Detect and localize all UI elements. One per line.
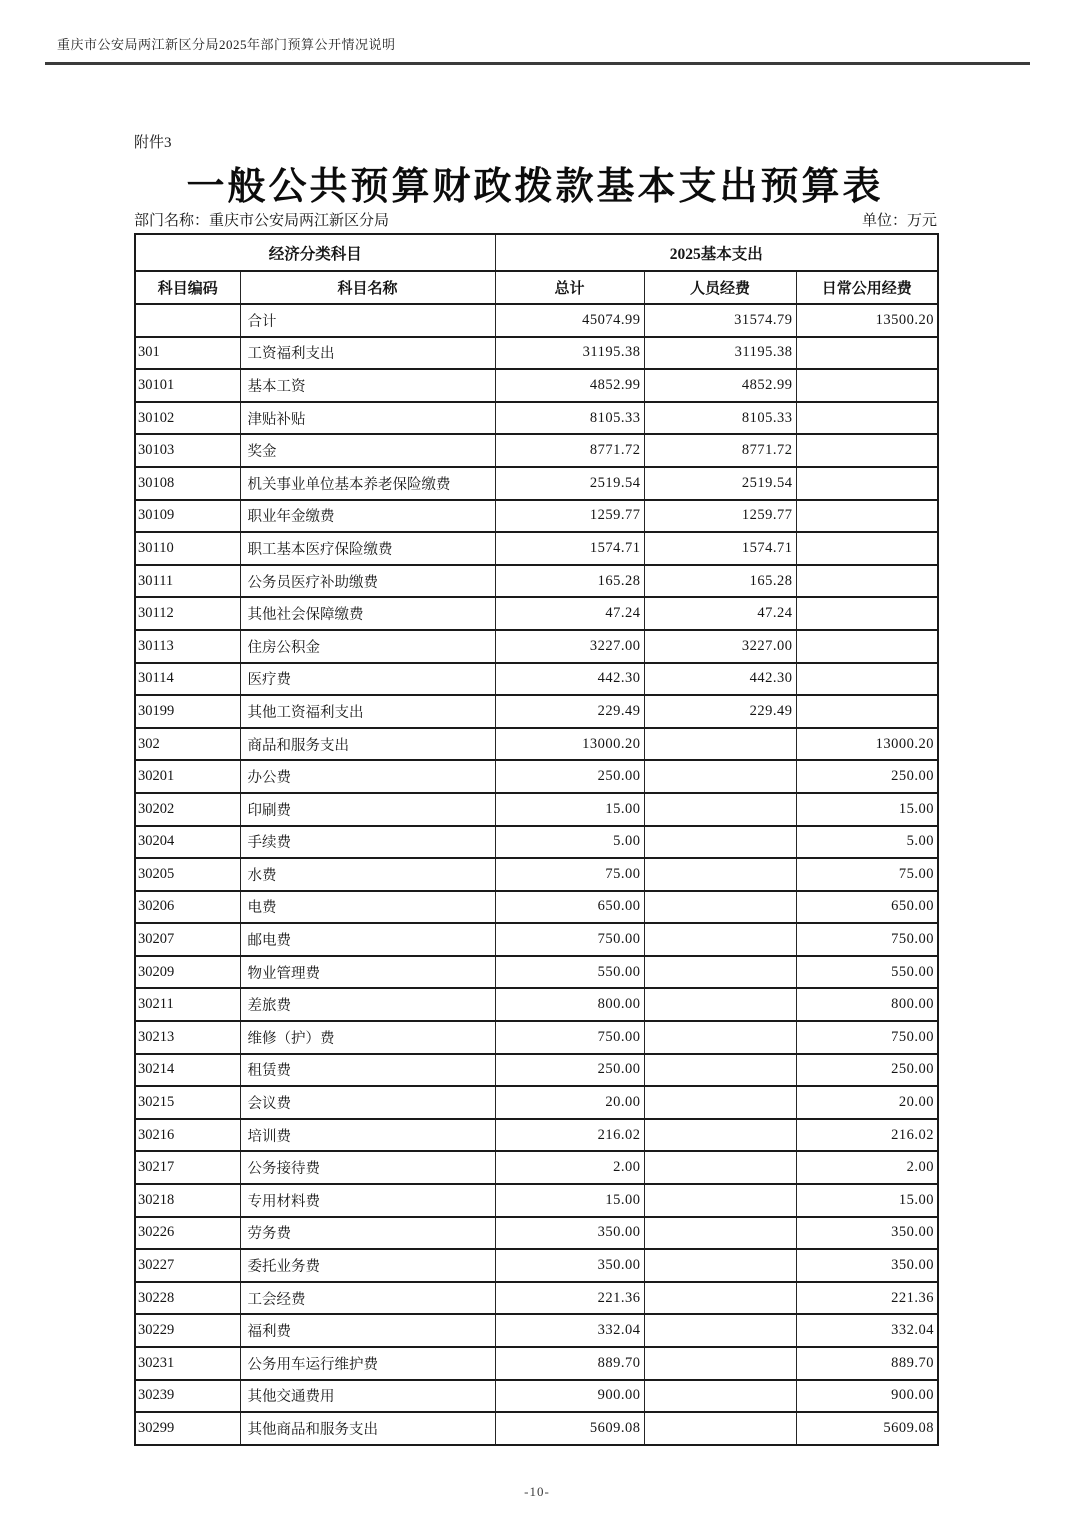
cell-subject-name: 维修（护）费 [240, 1021, 495, 1054]
cell-personnel [644, 1380, 796, 1413]
table-row [135, 434, 938, 467]
table-row [135, 1021, 938, 1054]
cell-personnel: 1574.71 [644, 532, 796, 565]
cell-personnel [644, 1347, 796, 1380]
cell-subject-name: 劳务费 [240, 1217, 495, 1250]
cell-subject-code: 30202 [135, 793, 240, 826]
cell-subject-code: 30108 [135, 467, 240, 500]
department-name-label: 部门名称：重庆市公安局两江新区分局 [134, 213, 390, 229]
column-header-personnel: 人员经费 [644, 271, 796, 304]
running-header-title: 重庆市公安局两江新区分局2025年部门预算公开情况说明 [57, 37, 396, 52]
cell-subject-name: 其他工资福利支出 [240, 695, 495, 728]
cell-daily-public: 350.00 [796, 1217, 938, 1250]
table-row [135, 369, 938, 402]
cell-subject-name: 其他社会保障缴费 [240, 597, 495, 630]
cell-daily-public [796, 467, 938, 500]
cell-daily-public: 889.70 [796, 1347, 938, 1380]
column-header-subject-name: 科目名称 [240, 271, 495, 304]
cell-daily-public: 2.00 [796, 1151, 938, 1184]
cell-total: 229.49 [495, 695, 644, 728]
cell-subject-name: 差旅费 [240, 988, 495, 1021]
cell-subject-name: 办公费 [240, 760, 495, 793]
cell-total: 1259.77 [495, 500, 644, 533]
cell-daily-public: 5.00 [796, 826, 938, 859]
cell-daily-public: 332.04 [796, 1314, 938, 1347]
cell-daily-public: 750.00 [796, 923, 938, 956]
cell-personnel [644, 1412, 796, 1445]
cell-personnel: 4852.99 [644, 369, 796, 402]
table-row [135, 826, 938, 859]
cell-subject-code: 30112 [135, 597, 240, 630]
table-row [135, 337, 938, 370]
table-row [135, 695, 938, 728]
cell-subject-code: 30111 [135, 565, 240, 598]
cell-personnel: 31574.79 [644, 304, 796, 337]
cell-total: 550.00 [495, 956, 644, 989]
cell-daily-public [796, 402, 938, 435]
cell-daily-public: 216.02 [796, 1119, 938, 1152]
cell-subject-code: 30214 [135, 1054, 240, 1087]
cell-personnel [644, 1184, 796, 1217]
cell-subject-code: 302 [135, 728, 240, 761]
cell-subject-name: 物业管理费 [240, 956, 495, 989]
table-row [135, 1412, 938, 1445]
cell-daily-public: 75.00 [796, 858, 938, 891]
cell-subject-code: 30299 [135, 1412, 240, 1445]
cell-daily-public: 900.00 [796, 1380, 938, 1413]
cell-total: 350.00 [495, 1217, 644, 1250]
cell-personnel: 3227.00 [644, 630, 796, 663]
cell-total: 800.00 [495, 988, 644, 1021]
cell-subject-name: 培训费 [240, 1119, 495, 1152]
cell-subject-code: 30209 [135, 956, 240, 989]
cell-daily-public [796, 695, 938, 728]
cell-personnel [644, 988, 796, 1021]
cell-subject-code: 30231 [135, 1347, 240, 1380]
cell-daily-public: 20.00 [796, 1086, 938, 1119]
cell-total: 8771.72 [495, 434, 644, 467]
cell-total: 165.28 [495, 565, 644, 598]
unit-label: 单位：万元 [861, 213, 937, 229]
cell-subject-name: 职业年金缴费 [240, 500, 495, 533]
cell-subject-name: 委托业务费 [240, 1249, 495, 1282]
cell-subject-code: 30102 [135, 402, 240, 435]
cell-personnel [644, 1217, 796, 1250]
column-header-subject-code: 科目编码 [135, 271, 240, 304]
cell-subject-name: 公务用车运行维护费 [240, 1347, 495, 1380]
cell-daily-public: 750.00 [796, 1021, 938, 1054]
cell-personnel [644, 826, 796, 859]
cell-subject-code: 30204 [135, 826, 240, 859]
cell-total: 31195.38 [495, 337, 644, 370]
cell-total: 2519.54 [495, 467, 644, 500]
cell-personnel [644, 793, 796, 826]
cell-personnel: 165.28 [644, 565, 796, 598]
cell-daily-public: 221.36 [796, 1282, 938, 1315]
cell-personnel [644, 956, 796, 989]
cell-daily-public: 5609.08 [796, 1412, 938, 1445]
cell-personnel [644, 891, 796, 924]
cell-subject-name: 津贴补贴 [240, 402, 495, 435]
cell-personnel: 442.30 [644, 663, 796, 696]
cell-total: 13000.20 [495, 728, 644, 761]
header-2025-basic-expenditure: 2025基本支出 [495, 234, 938, 271]
table-row [135, 1347, 938, 1380]
cell-subject-name: 商品和服务支出 [240, 728, 495, 761]
cell-total: 216.02 [495, 1119, 644, 1152]
cell-subject-code: 30114 [135, 663, 240, 696]
cell-total: 47.24 [495, 597, 644, 630]
cell-total: 5609.08 [495, 1412, 644, 1445]
cell-daily-public: 550.00 [796, 956, 938, 989]
cell-personnel [644, 1249, 796, 1282]
cell-subject-name: 工资福利支出 [240, 337, 495, 370]
cell-daily-public [796, 565, 938, 598]
column-header-total: 总计 [495, 271, 644, 304]
table-row [135, 891, 938, 924]
cell-subject-code: 30217 [135, 1151, 240, 1184]
cell-daily-public [796, 532, 938, 565]
cell-subject-name: 专用材料费 [240, 1184, 495, 1217]
cell-subject-code: 30207 [135, 923, 240, 956]
cell-total: 650.00 [495, 891, 644, 924]
cell-total: 15.00 [495, 793, 644, 826]
cell-personnel: 31195.38 [644, 337, 796, 370]
cell-subject-code: 30213 [135, 1021, 240, 1054]
cell-subject-name: 职工基本医疗保险缴费 [240, 532, 495, 565]
cell-subject-name: 合计 [240, 304, 495, 337]
cell-total: 75.00 [495, 858, 644, 891]
cell-subject-code: 30218 [135, 1184, 240, 1217]
cell-subject-code: 30239 [135, 1380, 240, 1413]
cell-total: 332.04 [495, 1314, 644, 1347]
cell-subject-code: 30110 [135, 532, 240, 565]
table-row [135, 988, 938, 1021]
header-group-row [135, 234, 938, 271]
cell-subject-name: 基本工资 [240, 369, 495, 402]
cell-daily-public: 250.00 [796, 760, 938, 793]
cell-total: 350.00 [495, 1249, 644, 1282]
cell-personnel [644, 1086, 796, 1119]
table-row [135, 663, 938, 696]
budget-table-body [135, 304, 938, 1445]
header-columns-row [135, 271, 938, 304]
table-row [135, 597, 938, 630]
cell-subject-name: 医疗费 [240, 663, 495, 696]
cell-subject-code: 30226 [135, 1217, 240, 1250]
cell-subject-name: 印刷费 [240, 793, 495, 826]
table-row [135, 402, 938, 435]
table-row [135, 467, 938, 500]
cell-personnel [644, 1151, 796, 1184]
cell-subject-name: 公务员医疗补助缴费 [240, 565, 495, 598]
cell-subject-name: 工会经费 [240, 1282, 495, 1315]
cell-subject-code: 30113 [135, 630, 240, 663]
table-row [135, 793, 938, 826]
table-row [135, 1119, 938, 1152]
cell-subject-code: 30103 [135, 434, 240, 467]
cell-subject-code: 30215 [135, 1086, 240, 1119]
table-row [135, 1086, 938, 1119]
cell-daily-public: 650.00 [796, 891, 938, 924]
cell-subject-name: 机关事业单位基本养老保险缴费 [240, 467, 495, 500]
table-row [135, 956, 938, 989]
cell-personnel: 2519.54 [644, 467, 796, 500]
cell-subject-name: 电费 [240, 891, 495, 924]
cell-total: 221.36 [495, 1282, 644, 1315]
budget-table [134, 233, 939, 1446]
cell-total: 8105.33 [495, 402, 644, 435]
cell-personnel [644, 728, 796, 761]
cell-total: 250.00 [495, 760, 644, 793]
table-row [135, 1380, 938, 1413]
cell-personnel: 229.49 [644, 695, 796, 728]
cell-daily-public: 350.00 [796, 1249, 938, 1282]
cell-subject-name: 公务接待费 [240, 1151, 495, 1184]
cell-total: 45074.99 [495, 304, 644, 337]
cell-total: 900.00 [495, 1380, 644, 1413]
cell-total: 3227.00 [495, 630, 644, 663]
budget-table-head [135, 234, 938, 304]
cell-personnel [644, 1119, 796, 1152]
table-row [135, 1217, 938, 1250]
cell-subject-name: 住房公积金 [240, 630, 495, 663]
table-row [135, 1249, 938, 1282]
cell-personnel [644, 1054, 796, 1087]
cell-total: 4852.99 [495, 369, 644, 402]
cell-subject-name: 其他交通费用 [240, 1380, 495, 1413]
table-row [135, 630, 938, 663]
page-title: 一般公共预算财政拨款基本支出预算表 [186, 166, 884, 208]
table-row [135, 304, 938, 337]
cell-personnel: 8771.72 [644, 434, 796, 467]
cell-total: 20.00 [495, 1086, 644, 1119]
cell-subject-code: 30101 [135, 369, 240, 402]
cell-subject-code: 30211 [135, 988, 240, 1021]
cell-subject-name: 邮电费 [240, 923, 495, 956]
cell-daily-public: 13500.20 [796, 304, 938, 337]
table-row [135, 500, 938, 533]
cell-subject-code [135, 304, 240, 337]
cell-subject-code: 30205 [135, 858, 240, 891]
cell-total: 442.30 [495, 663, 644, 696]
cell-total: 1574.71 [495, 532, 644, 565]
table-meta-row [134, 209, 937, 230]
cell-subject-name: 水费 [240, 858, 495, 891]
cell-subject-code: 30228 [135, 1282, 240, 1315]
cell-daily-public: 15.00 [796, 1184, 938, 1217]
cell-subject-code: 30201 [135, 760, 240, 793]
page-number: -10- [524, 1484, 550, 1499]
cell-personnel [644, 923, 796, 956]
table-row [135, 1184, 938, 1217]
cell-subject-code: 30229 [135, 1314, 240, 1347]
table-row [135, 1282, 938, 1315]
attachment-label: 附件3 [134, 135, 172, 151]
cell-daily-public [796, 434, 938, 467]
cell-total: 2.00 [495, 1151, 644, 1184]
cell-subject-name: 会议费 [240, 1086, 495, 1119]
running-header [45, 34, 1030, 65]
cell-daily-public [796, 597, 938, 630]
cell-subject-name: 其他商品和服务支出 [240, 1412, 495, 1445]
table-row [135, 858, 938, 891]
cell-daily-public [796, 663, 938, 696]
cell-subject-code: 30206 [135, 891, 240, 924]
cell-total: 15.00 [495, 1184, 644, 1217]
cell-total: 750.00 [495, 1021, 644, 1054]
cell-total: 889.70 [495, 1347, 644, 1380]
table-row [135, 1151, 938, 1184]
cell-subject-name: 手续费 [240, 826, 495, 859]
cell-personnel [644, 858, 796, 891]
cell-daily-public: 15.00 [796, 793, 938, 826]
cell-daily-public [796, 500, 938, 533]
table-row [135, 1314, 938, 1347]
cell-subject-name: 租赁费 [240, 1054, 495, 1087]
cell-subject-code: 30227 [135, 1249, 240, 1282]
cell-daily-public [796, 369, 938, 402]
cell-personnel: 1259.77 [644, 500, 796, 533]
cell-daily-public [796, 337, 938, 370]
cell-daily-public [796, 630, 938, 663]
table-row [135, 760, 938, 793]
cell-personnel [644, 1021, 796, 1054]
cell-daily-public: 250.00 [796, 1054, 938, 1087]
cell-subject-code: 30199 [135, 695, 240, 728]
cell-subject-code: 301 [135, 337, 240, 370]
column-header-daily-public: 日常公用经费 [796, 271, 938, 304]
cell-subject-code: 30216 [135, 1119, 240, 1152]
cell-daily-public: 800.00 [796, 988, 938, 1021]
table-row [135, 728, 938, 761]
header-economic-classification: 经济分类科目 [135, 234, 495, 271]
table-row [135, 923, 938, 956]
cell-personnel: 47.24 [644, 597, 796, 630]
cell-daily-public: 13000.20 [796, 728, 938, 761]
cell-total: 250.00 [495, 1054, 644, 1087]
cell-subject-name: 福利费 [240, 1314, 495, 1347]
cell-personnel [644, 1282, 796, 1315]
cell-subject-code: 30109 [135, 500, 240, 533]
table-row [135, 1054, 938, 1087]
table-row [135, 532, 938, 565]
cell-subject-name: 奖金 [240, 434, 495, 467]
cell-personnel: 8105.33 [644, 402, 796, 435]
cell-personnel [644, 1314, 796, 1347]
cell-total: 5.00 [495, 826, 644, 859]
cell-total: 750.00 [495, 923, 644, 956]
table-row [135, 565, 938, 598]
cell-personnel [644, 760, 796, 793]
